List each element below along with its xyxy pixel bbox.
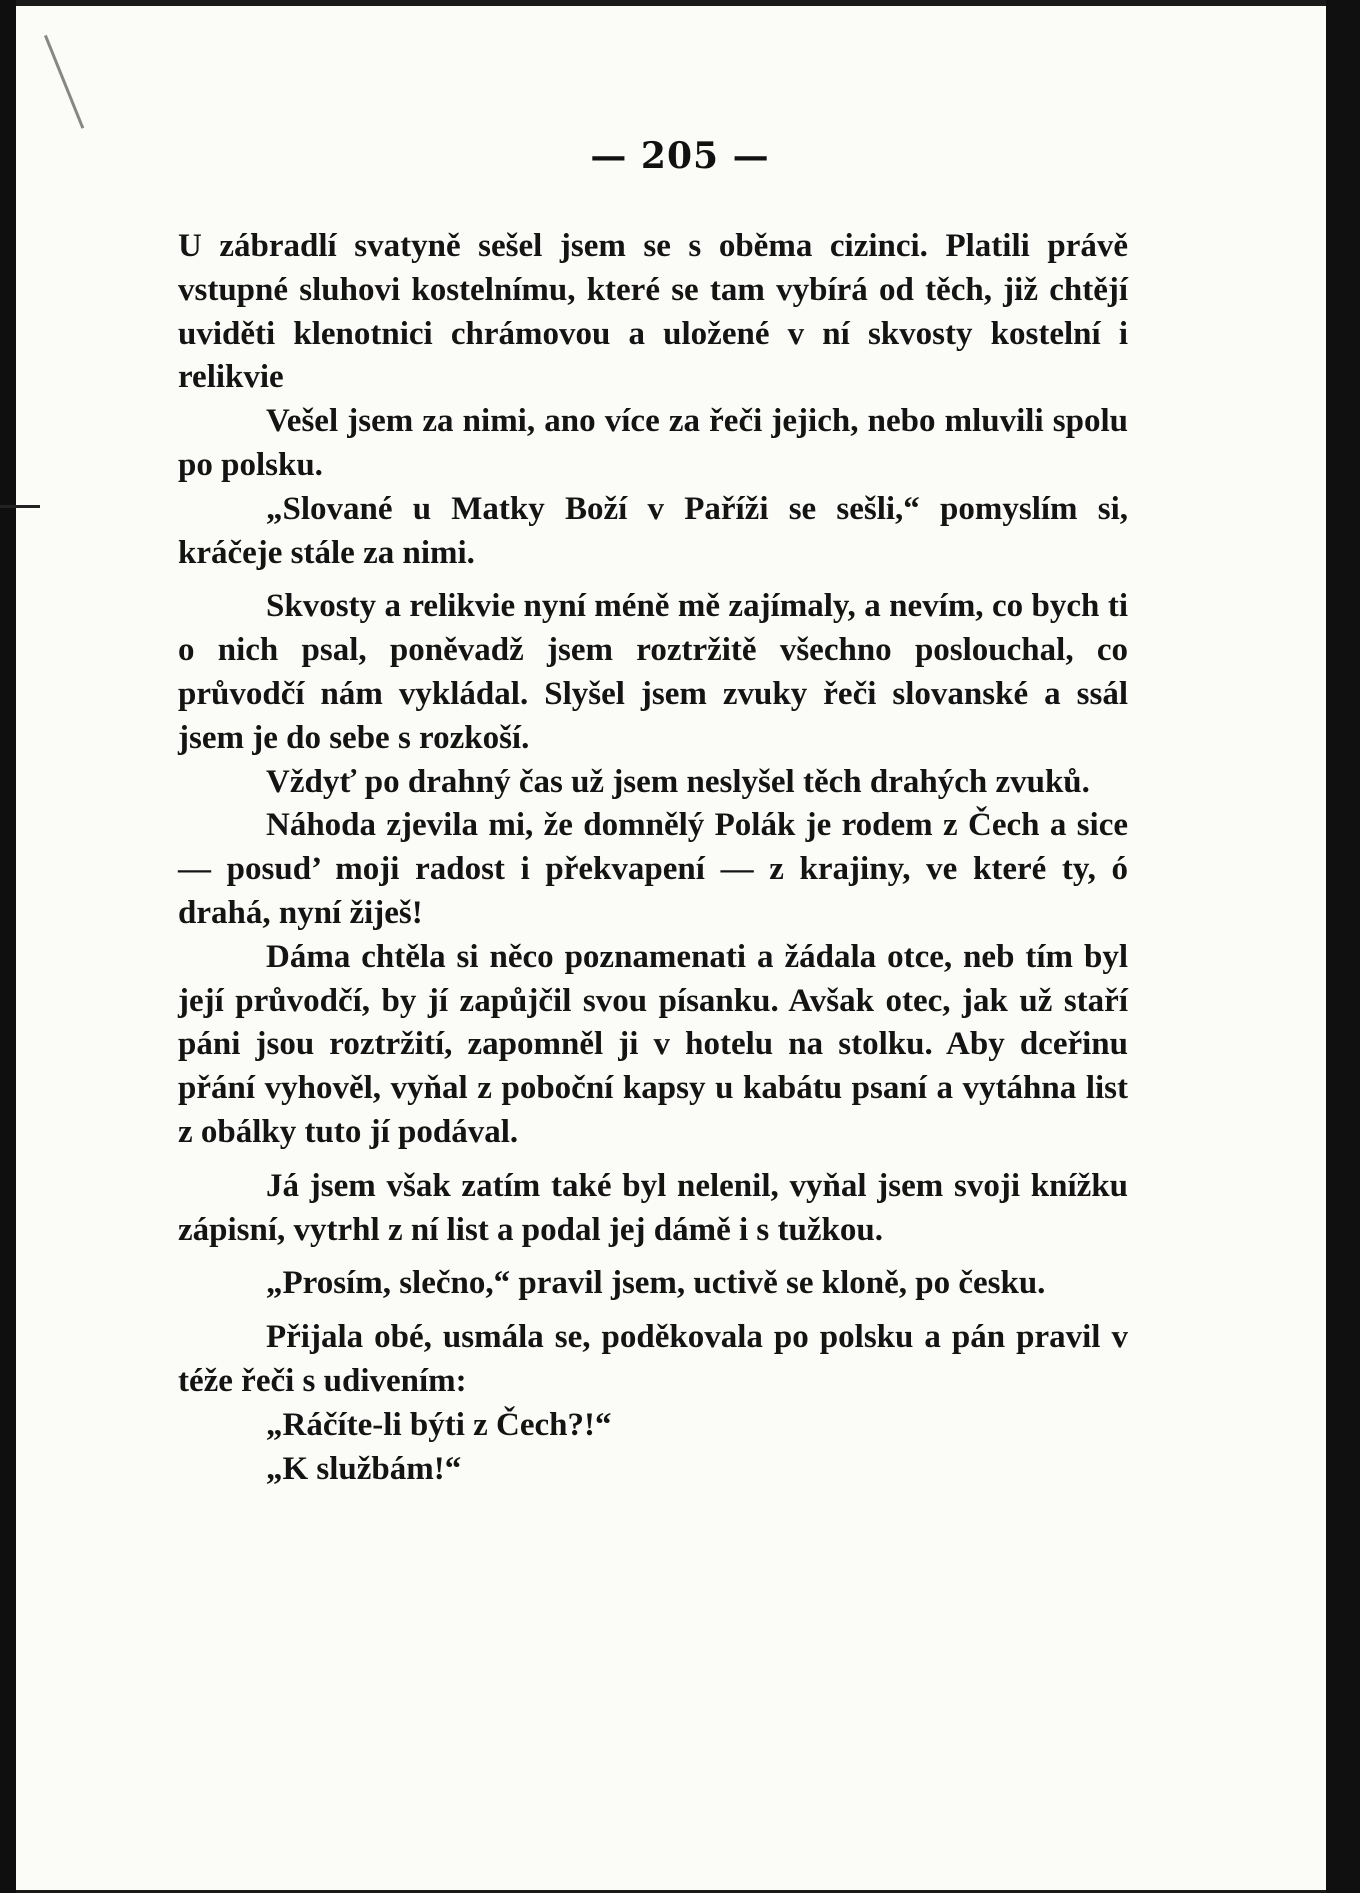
dialogue-line: „K službám!“: [266, 1450, 462, 1487]
paragraph: Já jsem však zatím také byl nelenil, vyňal jsem svoji knížku zápisní, vytrhl z ní list a podal jej dámě i s tužkou.: [178, 1167, 1128, 1248]
paragraph: „Prosím, slečno,“ pravil jsem, uctivě se kloně, po česku.: [266, 1265, 1046, 1302]
paragraph: „Slované u Matky Boží v Paříži se sešli,“ pomyslím si, kráčeje stále za nimi.: [178, 490, 1128, 571]
paragraph: Vždyť po drahný čas už jsem neslyšel těch drahých zvuků.: [266, 763, 1090, 800]
page-fold-mark: [44, 35, 84, 129]
paragraph: Vešel jsem za nimi, ano více za řeči jejich, nebo mluvili spolu po polsku.: [178, 403, 1128, 483]
page-number: — 205 —: [590, 135, 770, 177]
paragraph: Dáma chtěla si něco poznamenati a žádala otce, neb tím byl její průvodčí, by jí zapůjčil svou písanku. Avšak otec, jak už staří páni jsou roztržití, zapomněl ji v hotelu na stolku. Aby dceřinu přání vyhověl, vyňal z poboční kapsy u kabátu psaní a vytáhna list z obálky tuto jí podával.: [178, 938, 1128, 1150]
paragraph: U zábradlí svatyně sešel jsem se s oběma cizinci. Platili právě vstupné sluhovi kostelnímu, které se tam vybírá od těch, již chtějí uviděti klenotnici chrámovou a uložené v ní skvosty kostelní i relikvie: [178, 228, 1128, 396]
page-right-edge: [1326, 0, 1360, 1893]
paragraph: Přijala obé, usmála se, poděkovala po polsku a pán pravil v téže řeči s udivením:: [178, 1319, 1128, 1399]
book-gutter: [0, 0, 16, 1893]
dialogue-line: „Ráčíte-li býti z Čech?!“: [266, 1406, 612, 1443]
page-edge-tick: [0, 505, 40, 508]
page-text: [178, 225, 1128, 1491]
paragraph: Náhoda zjevila mi, že domnělý Polák je rodem z Čech a sice — posud’ moji radost i překvapení — z krajiny, ve které ty, ó drahá, nyní žiješ!: [178, 807, 1128, 931]
paragraph: Skvosty a relikvie nyní méně mě zajímaly, a nevím, co bych ti o nich psal, poněvadž jsem roztržitě všechno poslouchal, co průvodčí nám vykládal. Slyšel jsem zvuky řeči slovanské a ssál jsem je do sebe s rozkoší.: [178, 588, 1128, 756]
